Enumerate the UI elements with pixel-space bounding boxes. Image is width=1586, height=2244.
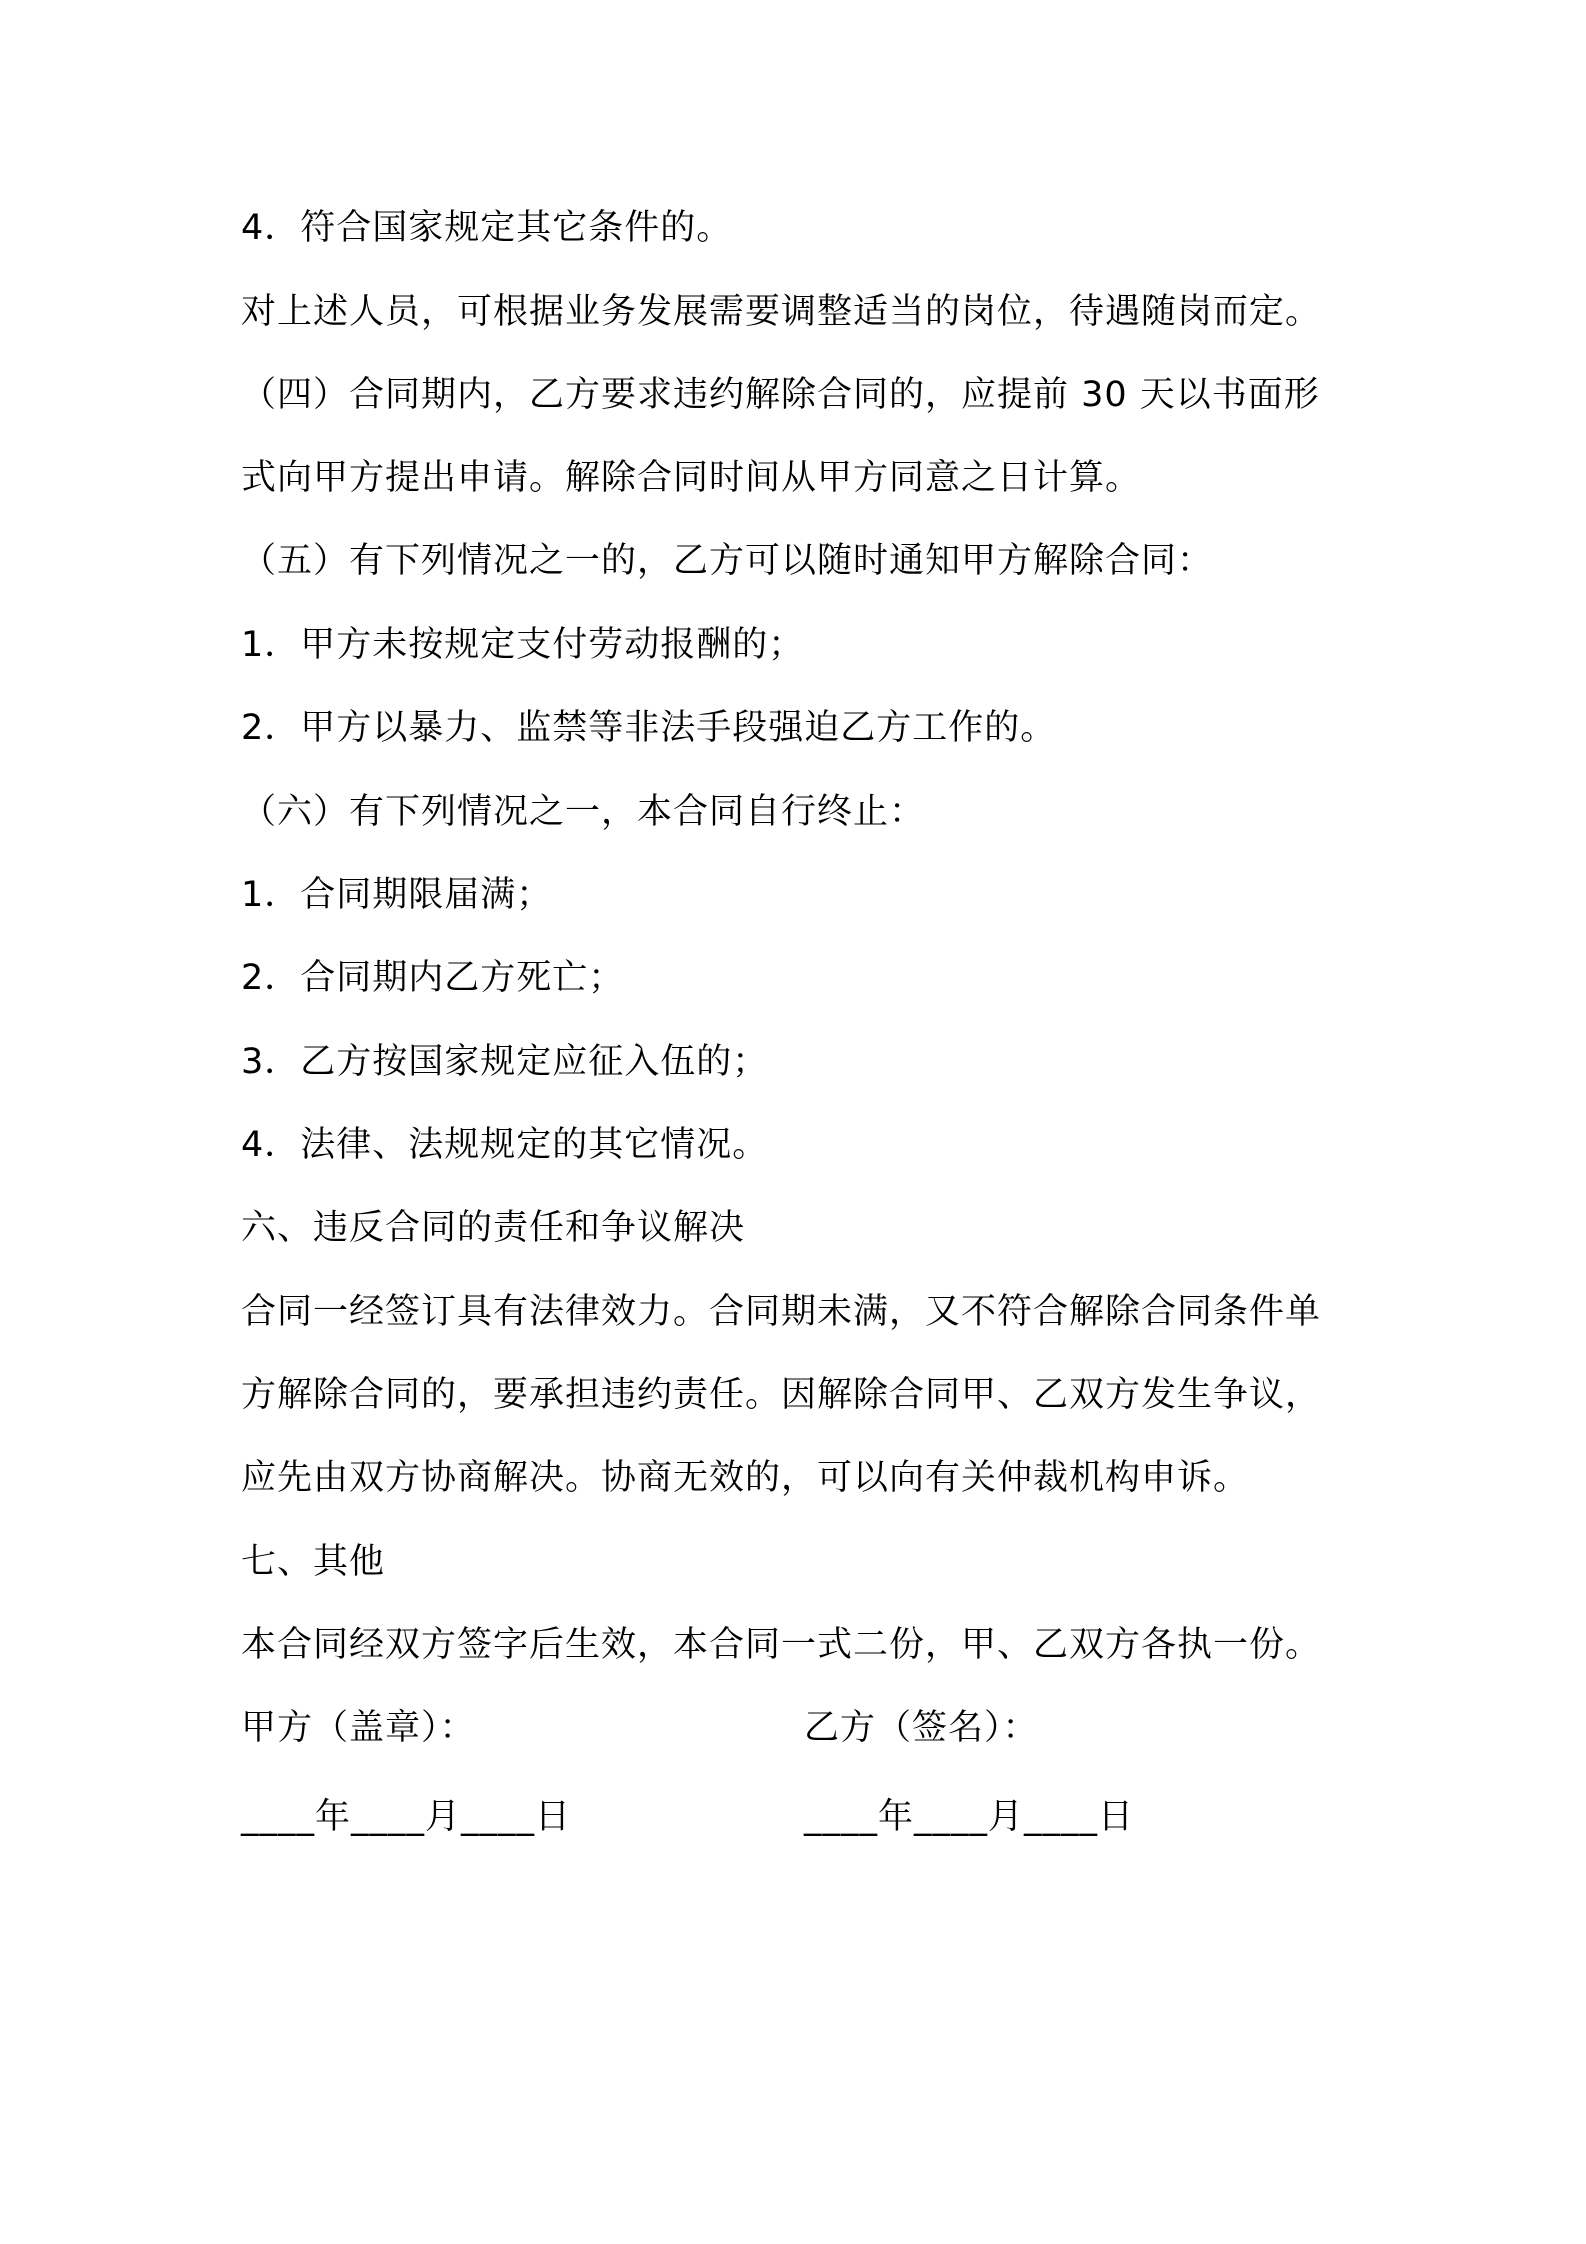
party-a-date: ____年____月____日 xyxy=(241,1797,572,1837)
paragraph: 式向甲方提出申请。解除合同时间从甲方同意之日计算。 xyxy=(241,458,1142,498)
paragraph: 合同一经签订具有法律效力。合同期未满，又不符合解除合同条件单 xyxy=(241,1292,1322,1332)
list-item: 2．甲方以暴力、监禁等非法手段强迫乙方工作的。 xyxy=(241,708,1057,748)
paragraph: 应先由双方协商解决。协商无效的，可以向有关仲裁机构申诉。 xyxy=(241,1458,1250,1498)
list-item: 2．合同期内乙方死亡； xyxy=(241,958,625,998)
list-item: 1．甲方未按规定支付劳动报酬的； xyxy=(241,625,805,665)
list-item: 4．法律、法规规定的其它情况。 xyxy=(241,1125,769,1165)
section-heading: 六、违反合同的责任和争议解决 xyxy=(241,1208,746,1248)
list-item: 1．合同期限届满； xyxy=(241,875,553,915)
clause-heading: （五）有下列情况之一的，乙方可以随时通知甲方解除合同： xyxy=(241,541,1214,581)
paragraph: 本合同经双方签字后生效，本合同一式二份，甲、乙双方各执一份。 xyxy=(241,1625,1322,1665)
list-item: 3．乙方按国家规定应征入伍的； xyxy=(241,1042,769,1082)
section-heading: 七、其他 xyxy=(241,1542,386,1582)
list-item: 4．符合国家规定其它条件的。 xyxy=(241,208,733,248)
clause-heading: （四）合同期内，乙方要求违约解除合同的，应提前 30 天以书面形 xyxy=(241,375,1320,415)
party-b-date: ____年____月____日 xyxy=(804,1797,1135,1837)
party-b-label: 乙方（签名）： xyxy=(804,1708,1039,1748)
paragraph: 方解除合同的，要承担违约责任。因解除合同甲、乙双方发生争议， xyxy=(241,1375,1322,1415)
paragraph: 对上述人员，可根据业务发展需要调整适当的岗位，待遇随岗而定。 xyxy=(241,292,1322,332)
clause-heading: （六）有下列情况之一，本合同自行终止： xyxy=(241,792,926,832)
party-a-label: 甲方（盖章）： xyxy=(241,1708,476,1748)
